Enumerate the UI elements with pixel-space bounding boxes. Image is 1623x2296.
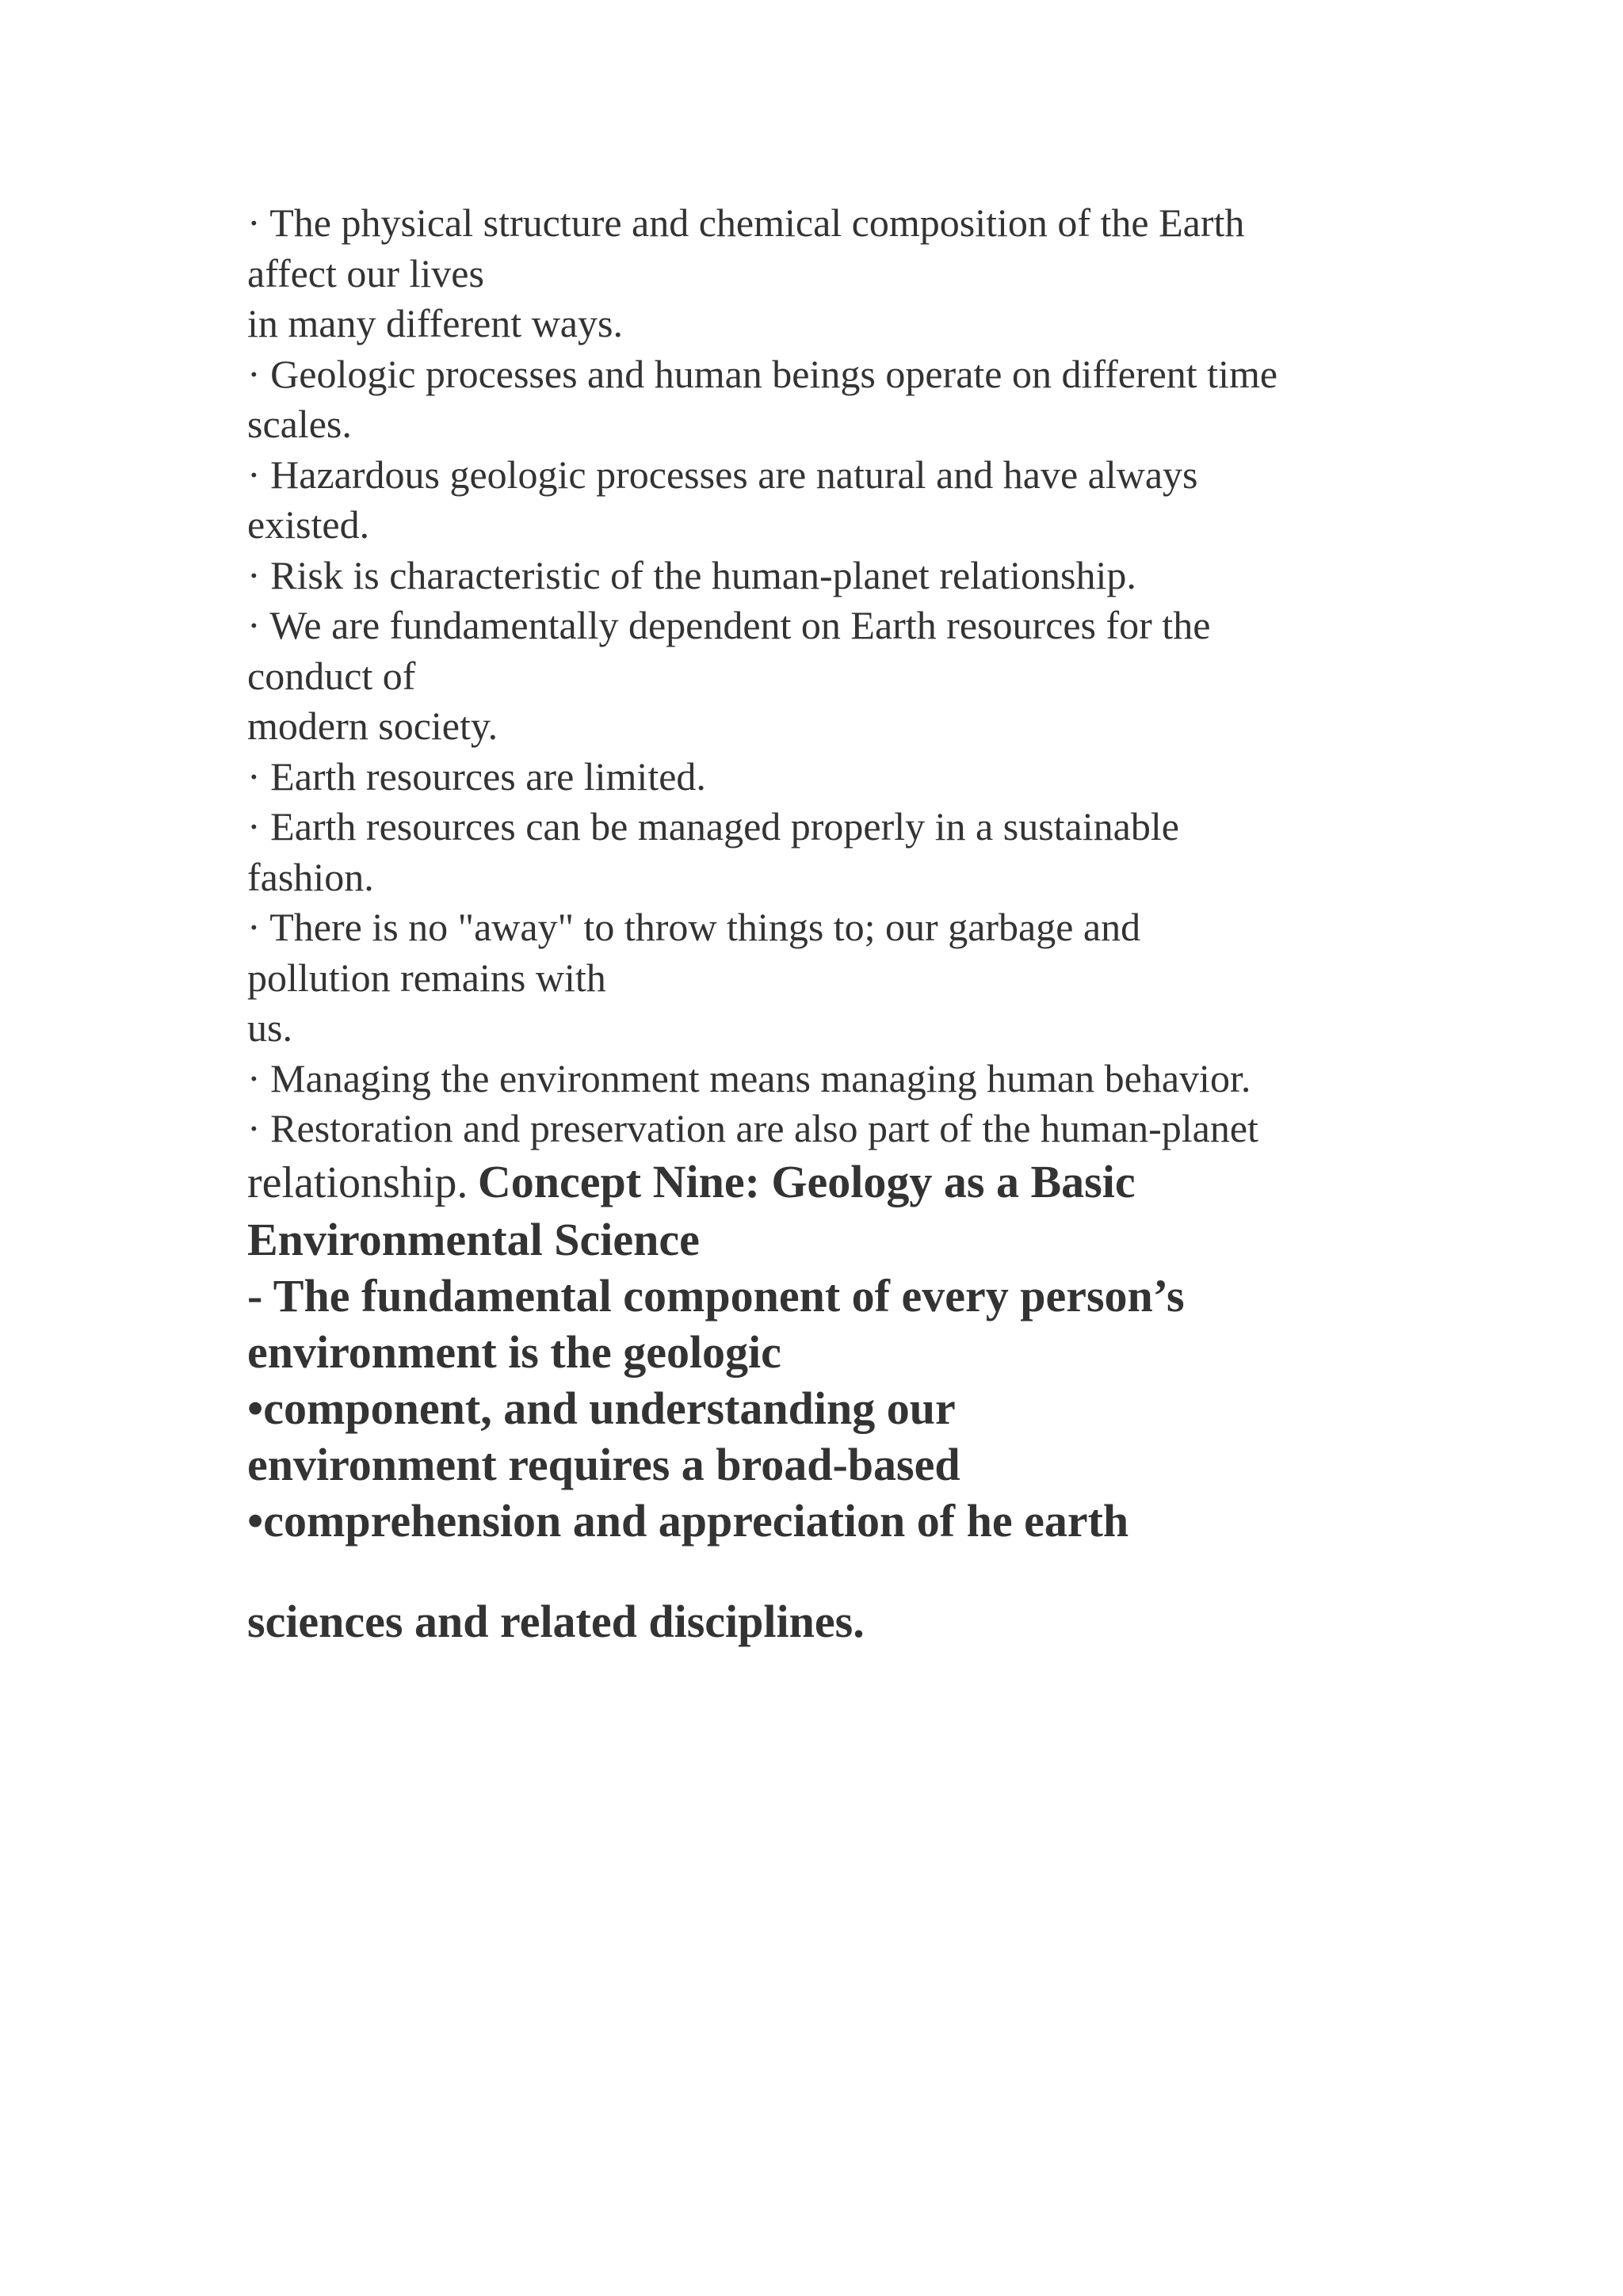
bold-text-line: environment requires a broad-based <box>247 1438 960 1490</box>
text-line: · Hazardous geologic processes are natural and have always <box>247 452 1198 497</box>
text-line: modern society. <box>247 704 498 748</box>
text-line: existed. <box>247 502 370 547</box>
text-line: · There is no "away" to throw things to; our garbage and <box>247 905 1141 949</box>
text-line: · We are fundamentally dependent on Earth resources for the <box>247 603 1211 647</box>
text-line: · Managing the environment means managing human behavior. <box>247 1055 1251 1100</box>
text-line: · Restoration and preservation are also part of the human-planet <box>247 1106 1258 1150</box>
text-line: · Earth resources are limited. <box>247 753 706 799</box>
text-line: scales. <box>247 402 352 446</box>
mixed-heading-line <box>247 1154 1404 1211</box>
text-line: conduct of <box>247 653 416 698</box>
bold-text-line: environment is the geologic <box>247 1325 781 1378</box>
text-line: · The physical structure and chemical composition of the Earth <box>247 200 1245 245</box>
plain-fragment: relationship. <box>247 1158 468 1207</box>
text-line: affect our lives <box>247 250 484 296</box>
text-line: · Risk is characteristic of the human-planet relationship. <box>247 552 1136 597</box>
text-line: pollution remains with <box>247 955 606 1000</box>
text-line: · Geologic processes and human beings operate on different time <box>247 351 1278 396</box>
concept-heading: Concept Nine: Geology as a Basic <box>477 1155 1136 1207</box>
final-bold-line: sciences and related disciplines. <box>247 1595 865 1647</box>
bold-text-line: Environmental Science <box>247 1213 700 1265</box>
text-line: fashion. <box>247 854 374 899</box>
text-line: in many different ways. <box>247 301 623 345</box>
text-line: us. <box>247 1005 292 1050</box>
bold-text-line: - The fundamental component of every person’s <box>247 1269 1185 1322</box>
bold-text-line: •component, and understanding our <box>247 1382 956 1434</box>
document-body <box>247 198 1404 1650</box>
text-line: · Earth resources can be managed properly in a sustainable <box>247 804 1179 849</box>
bold-text-line: •comprehension and appreciation of he earth <box>247 1494 1129 1547</box>
